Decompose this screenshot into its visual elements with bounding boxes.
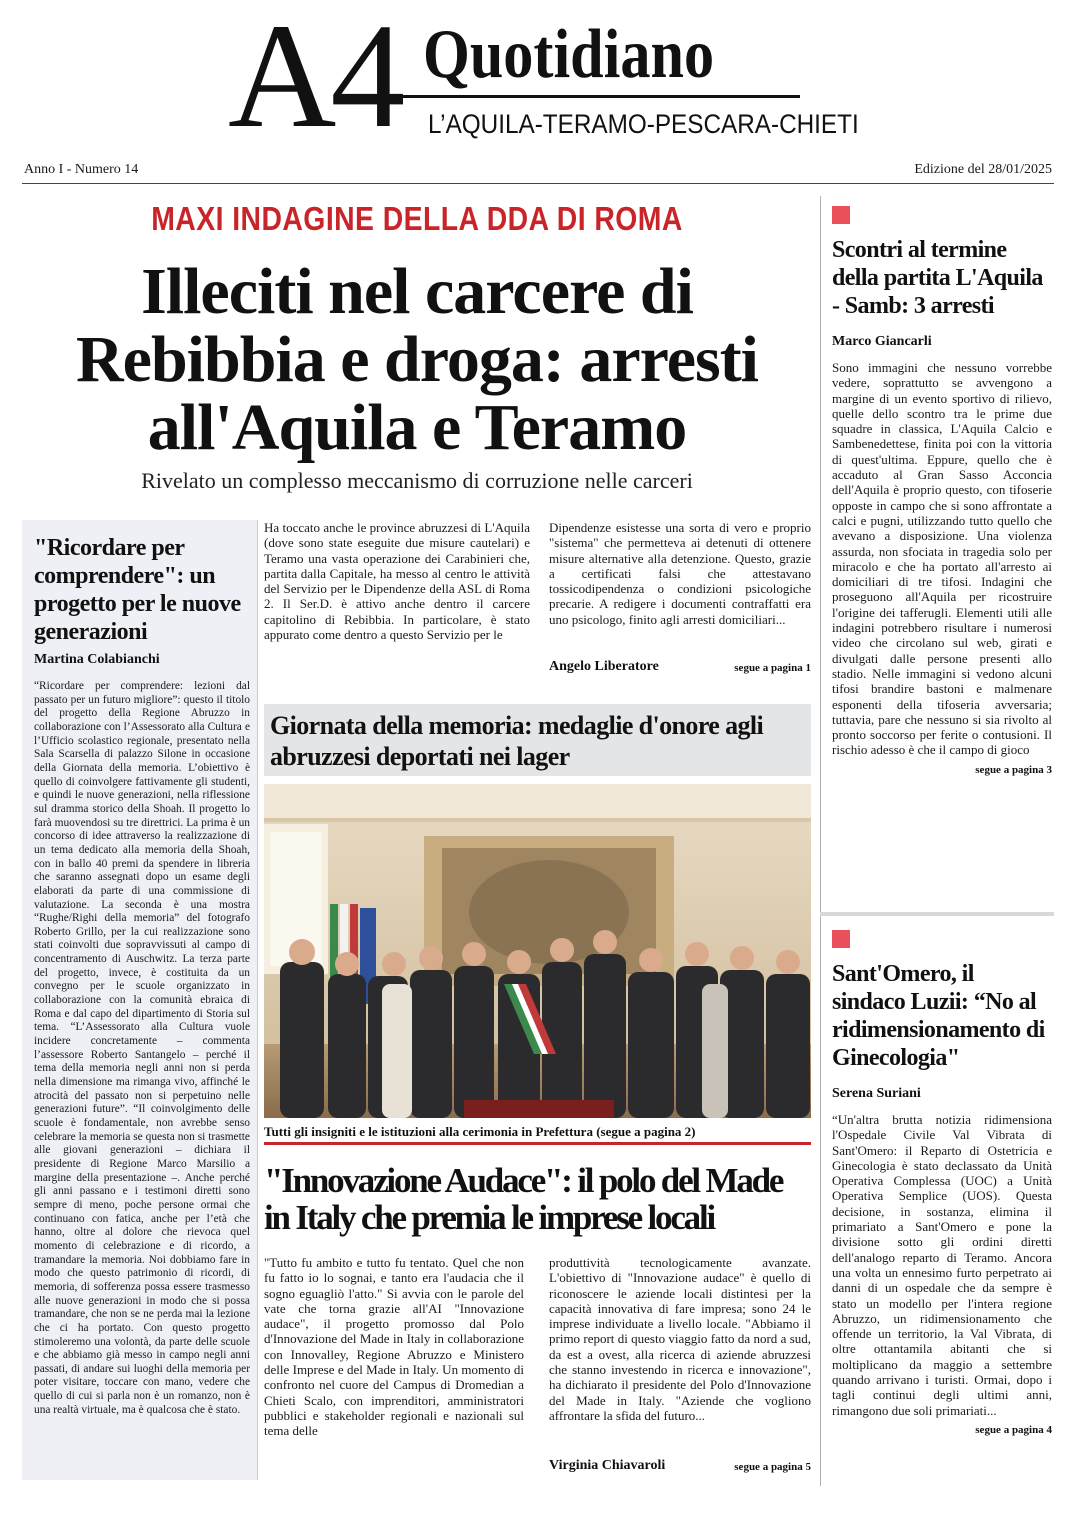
lead-column-1: Ha toccato anche le province abruzzesi di L'Aquila (dove sono state eseguite due misure cautelari) e Teramo una vasta operazione dei Carabinieri che, partita dalla Capitale, ha messo al centro le attività del Servizio per le Dipendenze della ASL di Roma 2. Il Ser.D. è attivo anche dentro il carcere capitolino di Rebibbia. In particolare, è stato appurato come dentro a questo Servizio per le xyxy=(264,520,530,643)
innovazione-column-1: "Tutto fu ambito e tutto fu tentato. Quel che non fu fatto io lo sognai, e tanto era l'audacia che il sogno eguagliò l'atto." Si avvia con le parole del vate che torna grazie all'AI "Innovazione audace", il progetto promosso dal Polo d'Innovazione del Made in Italy in collaborazione con Innovalley, Regione Abruzzo e Ministero delle Imprese e del Made in Italy. Un momento di confronto nel cuore del Campus di Dromedian a Chieti Scalo, con imprenditori, amministratori pubblici e stakeholder regionali e nazionali sul tema delle xyxy=(264,1255,524,1439)
right-article-1-title[interactable]: Scontri al termine della partita L'Aquila - Samb: 3 arresti xyxy=(832,237,1043,319)
innovazione-footer xyxy=(549,1458,811,1478)
lead-footer xyxy=(549,659,811,679)
red-square-marker xyxy=(832,930,850,948)
right-article-2-title[interactable]: Sant'Omero, il sindaco Luzii: “No al ridimensionamento di Ginecologia" xyxy=(832,961,1045,1071)
memoria-title-bar xyxy=(264,704,811,776)
issue-number: Anno I - Numero 14 xyxy=(24,162,139,177)
innovazione-column-2: produttività tecnologicamente avanzate. L'obiettivo di "Innovazione audace" è quello di riconoscere le aziende locali distintesi per la capacità innovativa di fare impresa; sono 24 le imprese individuate a livello locale. "Abbiamo il primo report di questo viaggio fatto da nord a sud, da est a ovest, alla ricerca di aziende abruzzesi che stanno investendo in ricerca e innovazione", ha dichiarato il presidente del Polo d'Innovazione del Made in Italy. "Aziende che vogliono affrontare la sfida del futuro... xyxy=(549,1255,811,1423)
right-article-1 xyxy=(832,206,1052,776)
right-article-1-body: Sono immagini che nessuno vorrebbe vedere, soprattutto se avvengono a margine di un evento sportivo di rilievo, quelle dello scontro tra le prime due squadre in classica, L'Aquila Calcio e Sambenedettese, finita poi con la vittoria di quest'ultima. Eppure, quello che è accaduto al Gran Sasso Acconcia dell'Aquila è proprio questo, con tifoserie opposte in campo che si sono affrontate a calci e pugni, utilizzando tutto quello che avevano a disposizione. Una violenza assurda, non sfociata in tragedia solo per miracolo e che ha portato all'arresto ai domiciliari di tre tifosi. Indagini che proseguono all'Aquila per ricostruire l'origine dei tafferugli. Elementi utili alle indagini potrebbero risultare i numerosi video che circolano sul web, girati e divulgati dalle persone presenti allo stadio. Nelle immagini si vedono alcuni tifosi brandire bastoni e malmenare esponenti della tifoseria avversaria; tuttavia, pare che nessuno si sia rivolto al pronto soccorso per ferite o contusioni. Il rischio adesso è che il campo di gioco xyxy=(832,360,1052,758)
right-column-divider xyxy=(820,196,821,1486)
edition-date: Edizione del 28/01/2025 xyxy=(914,162,1052,177)
logo-title: Quotidiano xyxy=(423,16,715,93)
lead-subheadline: Rivelato un complesso meccanismo di corruzione nelle carceri xyxy=(141,468,693,493)
innovazione-title[interactable]: "Innovazione Audace": il polo del Made in Italy che premia le imprese locali xyxy=(264,1161,783,1237)
lead-headline[interactable]: Illeciti nel carcere di Rebibbia e droga: arresti all'Aquila e Teramo xyxy=(75,255,759,464)
red-square-marker xyxy=(832,206,850,224)
issue-bar xyxy=(22,160,1054,184)
lead-kicker: MAXI INDAGINE DELLA DDA DI ROMA xyxy=(151,200,683,237)
masthead xyxy=(0,0,1074,160)
right-article-2-byline: Serena Suriani xyxy=(832,1086,921,1101)
innovazione-byline: Virginia Chiavaroli xyxy=(549,1458,666,1473)
lead-byline: Angelo Liberatore xyxy=(549,659,659,674)
caption-rule xyxy=(264,1142,811,1145)
logo-a4: A4 xyxy=(228,0,400,159)
photo-caption: Tutti gli insigniti e le istituzioni alla cerimonia in Prefettura (segue a pagina 2) xyxy=(264,1124,696,1139)
ceremony-photo xyxy=(264,784,811,1118)
right-article-2-continues-link[interactable]: segue a pagina 4 xyxy=(975,1423,1052,1436)
right-article-2 xyxy=(832,930,1052,1436)
logo-rule xyxy=(400,95,800,98)
logo-cities: L’AQUILA-TERAMO-PESCARA-CHIETI xyxy=(428,109,859,139)
left-article-title[interactable]: "Ricordare per comprendere": un progetto per le nuove generazioni xyxy=(34,535,241,645)
left-article-byline: Martina Colabianchi xyxy=(34,652,160,667)
lead-continues-link[interactable]: segue a pagina 1 xyxy=(734,662,811,674)
left-article-panel xyxy=(22,520,258,1480)
right-article-separator xyxy=(820,912,1054,916)
innovazione-continues-link[interactable]: segue a pagina 5 xyxy=(734,1461,811,1473)
right-article-1-continues-link[interactable]: segue a pagina 3 xyxy=(975,763,1052,776)
right-article-1-byline: Marco Giancarli xyxy=(832,334,932,349)
lead-column-2: Dipendenze esistesse una sorta di vero e proprio "sistema" che permetteva ai detenuti di ottenere misure alternative alla detenzione. Questo, grazie a certificati falsi che attestavano tossicodipendenza o condizioni psicologiche precarie. A redigere i documenti contraffatti era uno psicologo, finito agli arresti domiciliari... xyxy=(549,520,811,627)
right-article-2-body: “Un'altra brutta notizia ridimensiona l'Ospedale Civile Val Vibrata di Sant'Omero: il Reparto di Ostetricia e Ginecologia è stato declassato da Unità Operativa Complessa (UOC) a Unità Operativa Semplice (UOS). Questa decisione, in sostanza, elimina il primariato a Sant'Omero e pone la divisione sotto gli ordini diretti dell'analogo reparto di Teramo. Ancora una volta un ennesimo furto perpetrato ai danni di un ospedale che da sempre è stato un modello per l'intera regione Abruzzo, un ridimensionamento che offende un territorio, la Val Vibrata, di oltre ottantamila abitanti che si moltiplicano da maggio a settembre quando arrivano i turisti. Ormai, dopo i tagli continui degli ultimi anni, rimangono due soli primariati... xyxy=(832,1112,1052,1418)
left-article-body: “Ricordare per comprendere: lezioni dal passato per un futuro migliore”: questo il titolo del progetto della Regione Abruzzo in collaborazione con l’Assessorato alla Cultura e l’Ufficio scolastico regionale, presentato nella Sala Scarsella di palazzo Silone in occasione della Giornata della memoria. L’obiettivo è quello di coinvolgere fattivamente gli studenti, e quindi le nuove generazioni, nella riflessione sul dramma storico della Shoah. Il progetto lo farà muovendosi su tre direttrici. La prima è un concorso di idee attraverso la realizzazione di un tema dedicato alla memoria della Shoah, con in ballo 40 premi da spendere in libreria che saranno assegnati dopo un esame degli elaborati da parte di una commissione di valutazione. La seconda è una mostra “Rughe/Righi della memoria” del fotografo Roberto Grillo, per la cui realizzazione sono stati coinvolti due sopravvissuti al campo di concentramento di Auschwitz. La terza parte del progetto, invece, è costituita da un convegno per le scuole organizzato in collaborazione con la comunità ebraica di Roma e dal capo del dipartimento di Storia sul tema. “L’Assessorato alla Cultura vuole incidere concretamente – commenta l’assessore Roberto Santangelo – perché il tema della memoria negli anni non si perda nella dimensione ma rimanga vivo, affinché le atrocità del passato non si perpetuino nelle generazioni future”. “Il coinvolgimento delle scuole è fondamentale, non avrebbe senso celebrare la memoria se questa non si trasmette alle giovani generazioni – dichiara il presidente di Regione Marco Marsilio a margine della presentazione –. Anche perché gli anni passano e i testimoni diretti sono sempre di meno, poche persone ormai che continuano con fatica, anche per l’età che hanno, oltre al dolore che rievoca quel momento di celebrazione e di ricordo, a tramandare la memoria. Noi dobbiamo fare in modo che questo patrimonio di ricordi, di memoria, di sofferenza possa essere trasmesso alle nuove generazioni in modo che si possa tramandare, che non se ne perda mai la lezione che ci ha portato. Con questo progetto stimoleremo una volontà, da parte delle scuole e che abbiamo già messo in campo negli anni passati, di andare sui luoghi della memoria per poter visitare, toccare con mano, vedere che quello di cui si parla non è un romanzo, non è una realtà virtuale, ma è qualcosa che è stato. xyxy=(34,680,250,1416)
memoria-title[interactable]: Giornata della memoria: medaglie d'onore agli abruzzesi deportati nei lager xyxy=(270,711,764,771)
